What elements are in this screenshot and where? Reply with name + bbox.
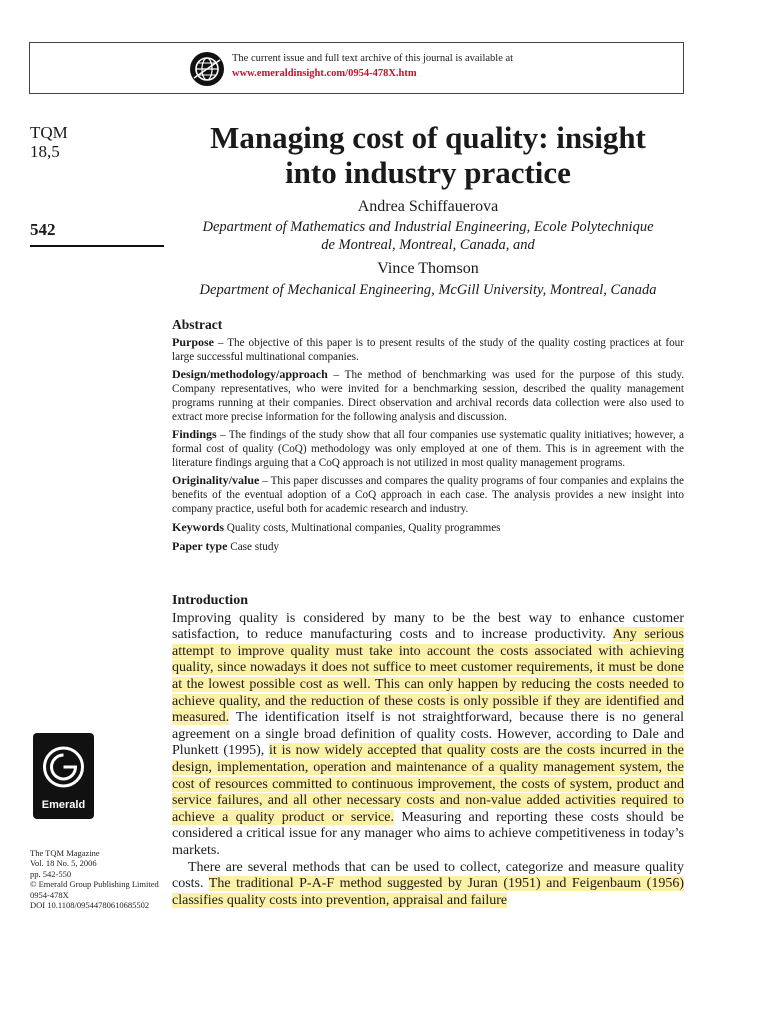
abstract-heading: Abstract [172, 317, 223, 332]
journal-access-banner [29, 42, 684, 94]
author-2: Vince Thomson [377, 260, 479, 277]
divider [30, 245, 164, 247]
intro-paragraph-1 [172, 611, 684, 860]
paper-type-text: Case study [227, 541, 280, 553]
keywords-text: Quality costs, Multinational companies, Quality programmes [224, 522, 501, 534]
findings-label: Findings [172, 427, 217, 441]
introduction-section [172, 593, 684, 909]
publication-info [30, 848, 159, 910]
emerald-logo-icon [42, 741, 85, 795]
volume-issue: 18,5 [30, 142, 60, 161]
abstract-purpose [172, 335, 684, 364]
affiliation-1 [172, 218, 684, 254]
pub-volume: Vol. 18 No. 5, 2006 [30, 858, 97, 869]
findings-text: – The findings of the study show that all four companies use systematic quality initiatives; however, a formal cost of quality (CoQ) methodology was only employed at one of them. This is in agreement with the literature findings arguing that a CoQ approach is not utilized in most quality management programs. [172, 429, 684, 469]
pub-copyright: © Emerald Group Publishing Limited [30, 879, 159, 890]
emerald-name: Emerald [41, 799, 86, 811]
originality-label: Originality/value [172, 473, 260, 487]
abstract-section [172, 318, 684, 557]
abstract-paper-type [172, 539, 684, 554]
intro-text: Measuring and reporting these costs should be considered a critical issue for any manager who aims to achieve competitiveness in today’s markets. [172, 809, 684, 858]
banner-text: The current issue and full text archive of this journal is available at [232, 53, 514, 64]
article-title [172, 120, 684, 190]
keywords-label: Keywords [172, 520, 224, 534]
journal-url-link[interactable]: www.emeraldinsight.com/0954-478X.htm [232, 68, 417, 79]
pub-doi: DOI 10.1108/09544780610685502 [30, 900, 150, 911]
paper-type-label: Paper type [172, 539, 228, 553]
intro-text: There are several methods that can be used to collect, categorize and measure quality costs. [172, 859, 684, 892]
emerald-logo [33, 733, 94, 819]
intro-text: Improving quality is considered by many to be the best way to enhance customer satisfaction, to reduce manufacturing costs and to increase productivity. [172, 610, 684, 643]
journal-volume [30, 123, 68, 161]
intro-paragraph-2 [172, 860, 684, 910]
pub-journal: The TQM Magazine [30, 848, 100, 858]
abstract-originality [172, 473, 684, 516]
design-text: – The method of benchmarking was used for the purpose of this study. Company representatives, who were invited for a benchmarking session, described the quality management programs running at their companies. Direct observation and archival records data collection were also used to extract more precise information for the following analysis and discussion. [172, 369, 684, 423]
purpose-label: Purpose [172, 335, 214, 349]
intro-text: The identification itself is not straightforward, because there is no general agreement on a single broad definition of quality costs. However, according to Dale and Plunkett (1995), [172, 710, 684, 759]
globe-icon [190, 52, 224, 86]
highlighted-text[interactable]: it is now widely accepted that quality costs are the costs incurred in the design, implementation, operation and maintenance of a quality management system, the cost of resources committed to continuous improvement, the costs of system, product and service failures, and all other necessary costs and non-value added activities required to achieve a quality product or service. [172, 743, 684, 825]
pub-issn: 0954-478X [30, 889, 69, 900]
design-label: Design/methodology/approach [172, 367, 328, 381]
page-number: 542 [30, 220, 56, 239]
journal-abbr: TQM [30, 123, 68, 142]
title-line-1: Managing cost of quality: insight [210, 120, 646, 155]
affiliation-2: Department of Mechanical Engineering, McGill University, Montreal, Canada [199, 282, 657, 298]
abstract-keywords [172, 520, 684, 535]
affiliation-1-line-1: Department of Mathematics and Industrial Engineering, Ecole Polytechnique [202, 219, 654, 235]
highlighted-text[interactable]: The traditional P-A-F method suggested by Juran (1951) and Feigenbaum (1956) classifies quality costs into prevention, appraisal and failure [172, 876, 684, 908]
abstract-findings [172, 427, 684, 470]
abstract-design [172, 367, 684, 424]
highlighted-text[interactable]: Any serious attempt to improve quality must take into account the costs associated with achieving quality, since nowadays it does not suffice to meet customer requirements, it must be done at the lowest possible cost as well. This can only happen by reducing the costs needed to achieve quality, and the reduction of these costs is only possible if they are identified and measured. [172, 627, 684, 726]
introduction-heading: Introduction [172, 593, 248, 608]
affiliation-1-line-2: de Montreal, Montreal, Canada, and [321, 237, 535, 253]
pub-pages: pp. 542-550 [30, 868, 72, 879]
author-1: Andrea Schiffauerova [357, 198, 499, 215]
purpose-text: – The objective of this paper is to present results of the study of the quality costing practices at four large successful multinational companies. [172, 337, 684, 363]
title-line-2: into industry practice [285, 155, 571, 190]
originality-text: – This paper discusses and compares the quality programs of four companies and explains the benefits of the eventual adoption of a CoQ approach in each case. The analysis provides a new insight into company practice, useful both for academic research and industry. [172, 475, 684, 515]
